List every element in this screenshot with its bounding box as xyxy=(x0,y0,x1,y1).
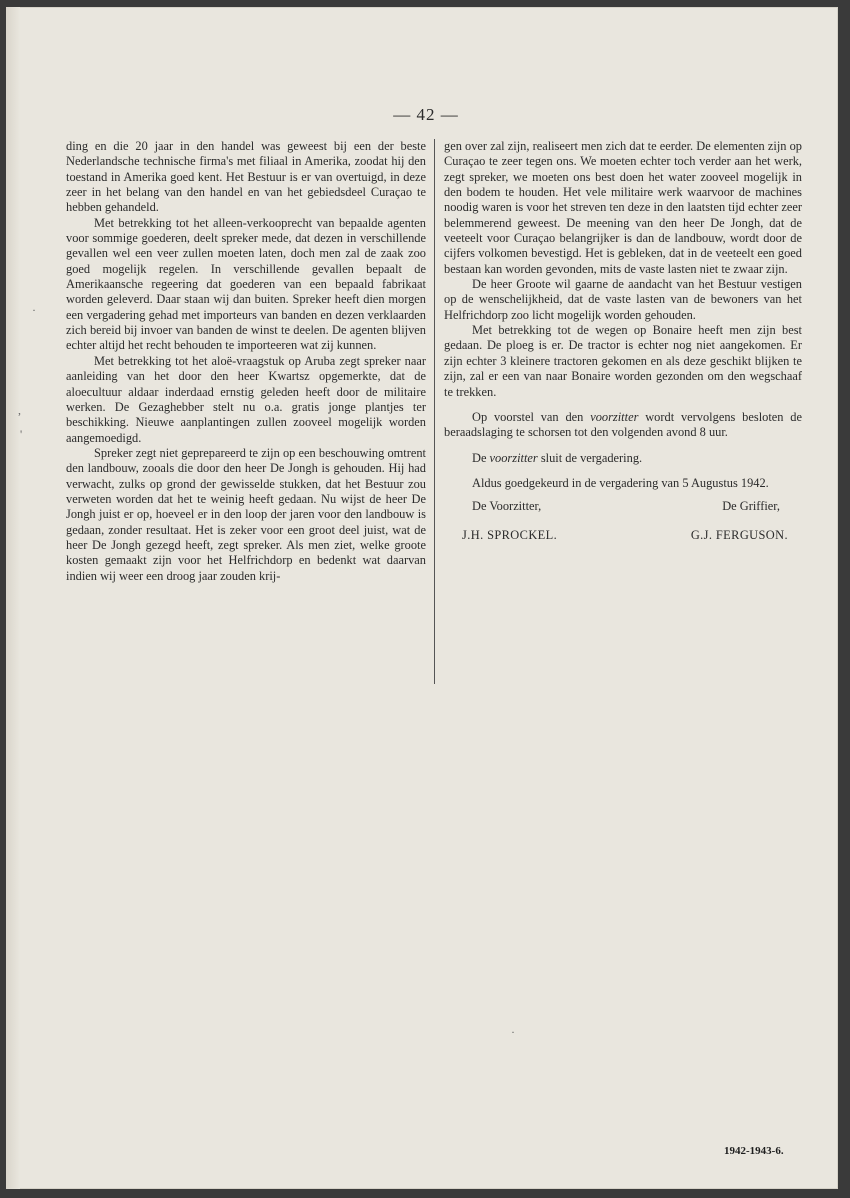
margin-speck: ' xyxy=(20,427,23,441)
right-column xyxy=(444,139,802,543)
right-paragraph-motion: Op voorstel van den voorzitter wordt vervolgens besloten de beraadslaging te schorsen tot den volgenden avond 8 uur. xyxy=(444,409,803,440)
page-edge-shadow xyxy=(6,7,23,1189)
signature-roles xyxy=(444,499,802,514)
right-paragraph-approval: Aldus goedgekeurd in de vergadering van 5 Augustus 1942. xyxy=(472,475,769,490)
document-page xyxy=(6,7,838,1189)
column-divider xyxy=(434,139,435,684)
left-paragraph: Spreker zegt niet geprepareerd te zijn op een beschouwing omtrent den landbouw, zooals die door den heer De Jongh is gehouden. Hij had verwacht, zulks op grond der gewisselde stukken, dat het Bestuur zou verweten worden dat het te weinig heeft gedaan. Nu wijst de heer De Jongh juist er op, hoeveel er in den loop der jaren voor den landbouw is gedaan, zonder resultaat. Het is zeker voor een groot deel juist, wat de heer De Jongh gezegd heeft, zegt spreker. Als men ziet, welke groote kosten gemaakt zijn voor het Helfrichdorp en bedenkt wat daarvan indien wij weer een droog jaar zouden krij- xyxy=(66,445,426,583)
right-paragraph: De heer Groote wil gaarne de aandacht van het Bestuur vestigen op de wenschelijkheid, dat de vaste lasten van de bewoners van het Helfrichdorp zoo licht mogelijk worden gehouden. xyxy=(444,277,802,322)
name-clerk: G.J. FERGUSON. xyxy=(690,527,788,542)
role-chairman: De Voorzitter, xyxy=(472,499,542,514)
page-number: — 42 — xyxy=(393,105,459,124)
left-paragraph: Met betrekking tot het aloë-vraagstuk op Aruba zegt spreker naar aanleiding van het door den heer Kwartsz opgemerkte, dat de aloecultuur aldaar inderdaad ernstig geleden heeft door de militaire werken. De Gezaghebber stelt nu o.a. gratis jonge plantjes ter beschikking. Nieuwe aanplantingen zullen zooveel mogelijk worden aangemoedigd. xyxy=(66,353,426,445)
left-column xyxy=(66,139,426,584)
right-paragraph: Met betrekking tot de wegen op Bonaire heeft men zijn best gedaan. De ploeg is er. De tractor is echter nog niet aangekomen. Er zijn echter 3 kleinere tractoren gekomen en als deze geschikt blijken te zijn, zal er een van naar Bonaire worden gezonden om den wegschaaf te trekken. xyxy=(444,323,802,399)
left-paragraph: ding en die 20 jaar in den handel was geweest bij een der beste Nederlandsche technische firma's met filiaal in Amerika, zoodat hij den toestand in Amerika goed kent. Het Bestuur is er van overtuigd, in deze zeer in het belang van den handel en van het gebiedsdeel Curaçao te hebben gehandeld. xyxy=(66,139,426,215)
margin-speck: · xyxy=(32,303,36,317)
role-clerk: De Griffier, xyxy=(722,499,780,514)
footer-code: 1942-1943-6. xyxy=(724,1145,784,1157)
right-paragraph: gen over zal zijn, realiseert men zich dat te eerder. De elementen zijn op Curaçao te zeer tegen ons. We moeten echter toch verder aan het werk, zegt spreker, we moeten ons best doen het water zooveel mogelijk in den bodem te houden. Het vele militaire werk waarvoor de machines noodig waren is voor het streven ten deze in den laatsten tijd echter zeer belemmerend geweest. De meening van den heer De Jongh, dat de veeteelt voor Curaçao belangrijker is dan de landbouw, wordt door de cijfers volkomen bevestigd. Het is gebleken, dat in de veeteelt een goed bestaan kan worden gevonden, mits de vaste lasten niet te zwaar zijn. xyxy=(444,139,802,276)
margin-speck: · xyxy=(511,1025,515,1039)
name-chairman: J.H. SPROCKEL. xyxy=(462,527,558,542)
left-paragraph: Met betrekking tot het alleen-verkooprecht van bepaalde agenten voor sommige goederen, deelt spreker mede, dat dezen in verschillende gevallen wel een veer zullen moeten laten, doch men zal de zaak zoo goed mogelijk regelen. In verschillende gevallen bepaalt de Amerikaansche regeering dat goederen van een bepaald fabrikaat worden geleverd. Daar staan wij dan buiten. Spreker heeft dien morgen een vergadering gehad met importeurs van banden en dezen verklaarden zich bereid bij invoer van banden de winst te deelen. De agenten blijven echter altijd het recht behouden te importeeren wat zij kunnen. xyxy=(66,215,426,353)
signature-names xyxy=(444,528,802,543)
right-paragraph-closing: De voorzitter sluit de vergadering. xyxy=(472,450,643,465)
margin-speck: , xyxy=(18,403,21,417)
